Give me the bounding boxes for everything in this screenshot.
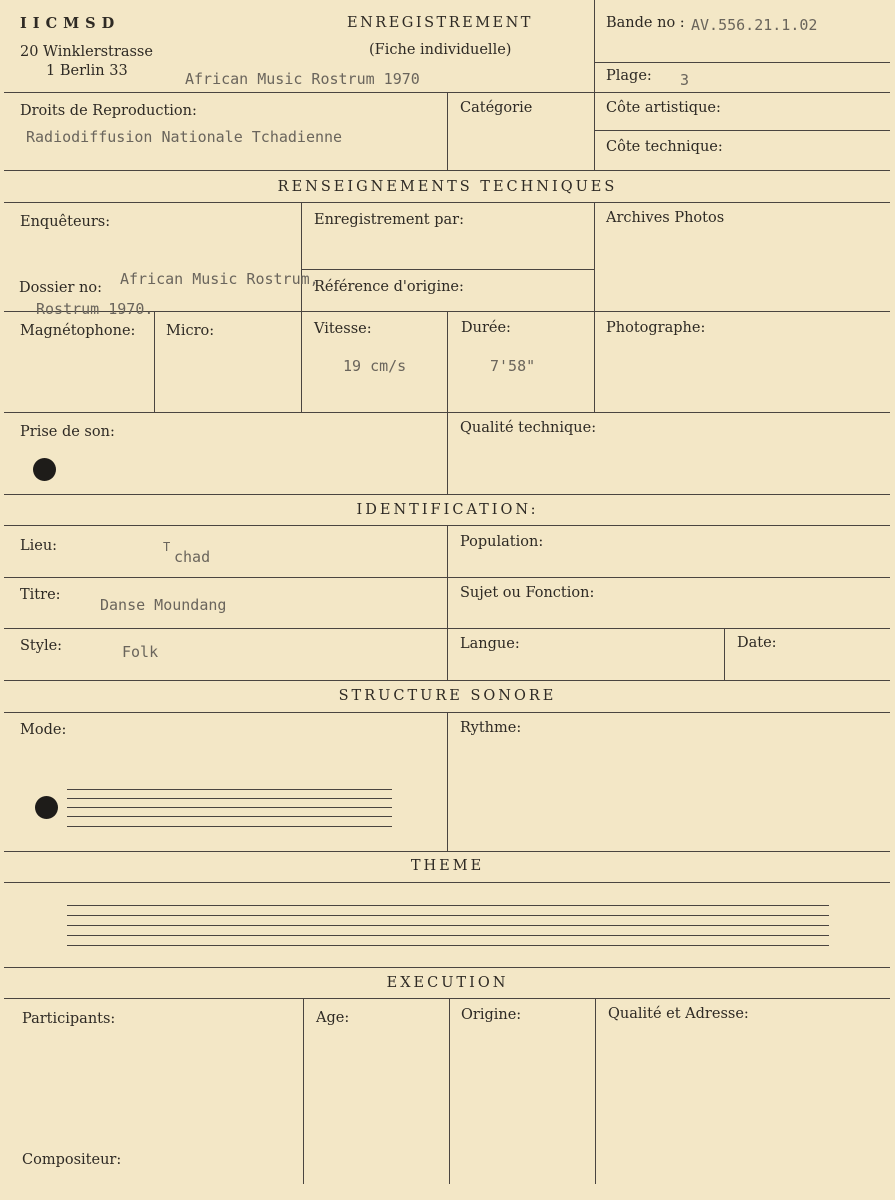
- langue-label: Langue:: [460, 636, 520, 652]
- rule-prise-bottom: [4, 494, 890, 495]
- rule-tech-title-bottom: [4, 202, 890, 203]
- org-name: IICMSD: [20, 15, 121, 32]
- archives-photos-label: Archives Photos: [606, 210, 725, 226]
- qualite-adresse-label: Qualité et Adresse:: [608, 1006, 749, 1022]
- dossier-value-line1: African Music Rostrum,: [120, 270, 319, 288]
- rule-v-exec-c: [595, 998, 596, 1184]
- theme-staff-line-2: [67, 915, 829, 916]
- plage-value: 3: [680, 71, 690, 89]
- enregistrement-par-label: Enregistrement par:: [314, 212, 464, 228]
- lieu-value-mark: T: [163, 540, 171, 554]
- bande-value: AV.556.21.1.02: [691, 16, 818, 34]
- mode-label: Mode:: [20, 722, 67, 738]
- rule-v-rights-right: [594, 92, 595, 170]
- vitesse-value: 19 cm/s: [343, 357, 407, 375]
- cote-technique-label: Côte technique:: [606, 139, 723, 155]
- prise-de-son-label: Prise de son:: [20, 424, 115, 440]
- dossier-label: Dossier no:: [19, 280, 102, 296]
- compositeur-label: Compositeur:: [22, 1152, 122, 1168]
- section-title-execution: EXECUTION: [386, 975, 509, 991]
- participants-label: Participants:: [22, 1011, 116, 1027]
- org-city: 1 Berlin 33: [46, 63, 128, 79]
- rule-v-prise: [447, 412, 448, 494]
- rule-rights-bottom: [4, 170, 890, 171]
- origine-label: Origine:: [461, 1007, 522, 1023]
- categorie-label: Catégorie: [460, 100, 533, 116]
- age-label: Age:: [316, 1010, 350, 1026]
- rule-exec-title-bottom: [4, 998, 890, 999]
- titre-value: Danse Moundang: [100, 596, 227, 614]
- rule-v-tech-a: [301, 202, 302, 412]
- section-title-theme: THEME: [410, 858, 485, 874]
- rythme-label: Rythme:: [460, 720, 522, 736]
- section-title-structure: STRUCTURE SONORE: [338, 688, 557, 704]
- cote-artistique-label: Côte artistique:: [606, 100, 721, 116]
- rule-v-exec-b: [449, 998, 450, 1184]
- lieu-value: chad: [174, 548, 211, 566]
- photographe-label: Photographe:: [606, 320, 706, 336]
- section-title-technique: RENSEIGNEMENTS TECHNIQUES: [277, 179, 618, 195]
- vitesse-label: Vitesse:: [314, 321, 372, 337]
- theme-staff-line-1: [67, 905, 829, 906]
- style-value: Folk: [122, 643, 159, 661]
- dossier-value-line2: Rostrum 1970.: [36, 300, 154, 318]
- mode-staff-line-4: [67, 816, 392, 817]
- theme-staff-line-5: [67, 945, 829, 946]
- rule-v-header: [594, 0, 595, 92]
- rule-struct-bottom: [4, 851, 890, 852]
- mode-staff-line-2: [67, 798, 392, 799]
- mode-staff-line-3: [67, 807, 392, 808]
- theme-staff-line-3: [67, 925, 829, 926]
- enqueteurs-label: Enquêteurs:: [20, 214, 111, 230]
- bande-label: Bande no :: [606, 15, 685, 31]
- magnetophone-label: Magnétophone:: [20, 323, 136, 339]
- section-title-identification: IDENTIFICATION:: [356, 502, 539, 518]
- rule-v-tech-d: [447, 311, 448, 412]
- rule-v-ident: [447, 525, 448, 680]
- mode-staff-dot: [35, 796, 58, 819]
- mode-staff-line-1: [67, 789, 392, 790]
- sujet-fonction-label: Sujet ou Fonction:: [460, 585, 595, 601]
- plage-label: Plage:: [606, 68, 652, 84]
- rule-theme-bottom: [4, 967, 890, 968]
- rule-style-bottom: [4, 680, 890, 681]
- rule-v-exec-a: [303, 998, 304, 1184]
- rule-v-tech-c: [154, 311, 155, 412]
- rule-enregistrement-divider: [301, 269, 595, 270]
- style-label: Style:: [20, 638, 63, 654]
- rule-theme-title-bottom: [4, 882, 890, 883]
- rule-v-rights-mid: [447, 92, 448, 170]
- form-title: ENREGISTREMENT: [347, 15, 533, 31]
- prise-de-son-dot: [33, 458, 56, 481]
- reference-origine-label: Référence d'origine:: [314, 279, 464, 295]
- rule-v-tech-b: [594, 202, 595, 412]
- rule-v-date: [724, 628, 725, 680]
- rule-cote-divider: [595, 130, 890, 131]
- micro-label: Micro:: [166, 323, 215, 339]
- theme-staff-line-4: [67, 935, 829, 936]
- date-label: Date:: [737, 635, 777, 651]
- form-subtitle: (Fiche individuelle): [369, 42, 512, 58]
- qualite-technique-label: Qualité technique:: [460, 420, 597, 436]
- org-street: 20 Winklerstrasse: [20, 44, 153, 60]
- lieu-label: Lieu:: [20, 538, 58, 554]
- mode-staff-line-5: [67, 826, 392, 827]
- duree-value: 7'58": [490, 357, 536, 375]
- collection-value: African Music Rostrum 1970: [185, 70, 420, 88]
- rights-value: Radiodiffusion Nationale Tchadienne: [26, 128, 343, 146]
- rule-header-right-1: [595, 62, 890, 63]
- rule-v-struct: [447, 712, 448, 851]
- rights-label: Droits de Reproduction:: [20, 103, 197, 119]
- population-label: Population:: [460, 534, 544, 550]
- duree-label: Durée:: [461, 320, 511, 336]
- titre-label: Titre:: [20, 587, 61, 603]
